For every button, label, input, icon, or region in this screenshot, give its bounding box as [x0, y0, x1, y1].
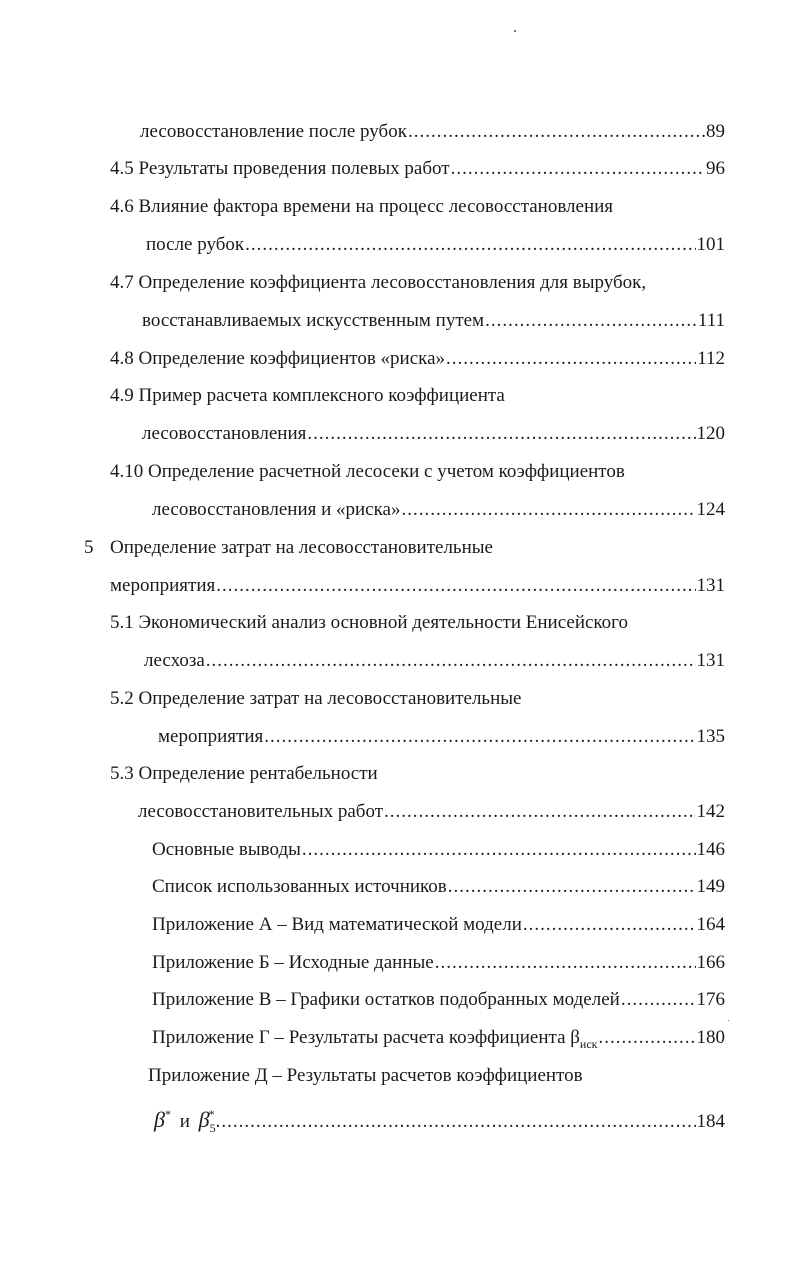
beta-symbol: β: [154, 1107, 165, 1132]
toc-leader-dots: [435, 949, 696, 977]
toc-entry-title: лесовосстановительных работ: [138, 801, 383, 822]
toc-entry: [152, 911, 725, 939]
toc-entry-title: 4.10 Определение расчетной лесосеки с учетом коэффициентов: [110, 461, 625, 482]
toc-entry-title: 4.7 Определение коэффициента лесовосстановления для вырубок,: [110, 272, 647, 293]
toc-page-number: 142: [696, 801, 725, 822]
toc-entry-title: лесовосстановление после рубок: [140, 121, 407, 142]
toc-leader-dots: [216, 1108, 696, 1136]
conjunction: и: [179, 1111, 190, 1132]
toc-page-number: 111: [697, 310, 725, 331]
toc-leader-dots: [523, 911, 696, 939]
toc-page-number: 96: [706, 158, 725, 179]
toc-entry: [152, 496, 725, 524]
scan-speck: [728, 1020, 729, 1021]
toc-entry-title-text: Приложение Г – Результаты расчета коэффициента β: [152, 1027, 580, 1048]
toc-entry: [144, 647, 725, 675]
toc-page-number: 149: [696, 876, 725, 897]
beta-subscript: иск: [579, 1037, 598, 1051]
toc-leader-dots: [216, 572, 695, 600]
toc-page-number: 146: [696, 839, 725, 860]
toc-leader-dots: [485, 307, 697, 335]
toc-page-number: 131: [696, 575, 725, 596]
toc-page-number: 101: [696, 234, 725, 255]
toc-entry: [152, 836, 725, 864]
toc-leader-dots: [448, 873, 696, 901]
toc-entry-title: 4.8 Определение коэффициентов «риска»: [110, 348, 446, 369]
toc-entry-title: лесхоза: [144, 650, 205, 671]
toc-entry: [152, 873, 725, 901]
toc-leader-dots: [384, 798, 696, 826]
chapter-number: 5: [84, 537, 94, 558]
toc-page-number: 120: [696, 423, 725, 444]
scan-speck: [514, 30, 516, 32]
toc-entry-title: восстанавливаемых искусственным путем: [142, 310, 485, 331]
toc-leader-dots: [245, 231, 695, 259]
toc-page-number: 131: [696, 650, 725, 671]
toc-entry: [152, 1024, 725, 1052]
toc-entry-title: лесовосстановления: [142, 423, 307, 444]
toc-entry: [110, 155, 725, 183]
beta-superscript: *: [208, 1107, 215, 1121]
toc-entry-title: 5.1 Экономический анализ основной деятельности Енисейского: [110, 612, 629, 633]
toc-leader-dots: [408, 118, 705, 146]
toc-entry-title: Приложение Д – Результаты расчетов коэффициентов: [148, 1065, 583, 1086]
toc-leader-dots: [599, 1024, 696, 1052]
toc-entry-formula: [154, 1100, 215, 1142]
toc-entry: [140, 118, 725, 146]
toc-entry-title: 4.6 Влияние фактора времени на процесс лесовосстановления: [110, 196, 614, 217]
toc-entry: [154, 1100, 725, 1135]
toc-entry: [142, 420, 725, 448]
toc-leader-dots: [302, 836, 696, 864]
toc-page-number: 166: [696, 952, 725, 973]
toc-page-number: 184: [696, 1111, 725, 1132]
beta-superscript: *: [164, 1107, 171, 1121]
toc-leader-dots: [451, 155, 705, 183]
toc-entry-title: после рубок: [146, 234, 245, 255]
toc-entry-title: 4.9 Пример расчета комплексного коэффициента: [110, 385, 505, 406]
toc-entry: [152, 949, 725, 977]
toc-leader-dots: [206, 647, 696, 675]
toc-page-number: 124: [696, 499, 725, 520]
toc-entry: [110, 572, 725, 600]
toc-leader-dots: [307, 420, 695, 448]
toc-entry-title: 5.2 Определение затрат на лесовосстановительные: [110, 688, 522, 709]
toc-entry-title: мероприятия: [110, 575, 216, 596]
toc-entry-title: 4.5 Результаты проведения полевых работ: [110, 158, 450, 179]
toc-entry-title: Основные выводы: [152, 839, 301, 860]
beta-subscript: 5: [209, 1121, 216, 1135]
toc-entry: [158, 723, 725, 751]
toc-page-number: 89: [706, 121, 725, 142]
toc-entry: [142, 307, 725, 335]
toc-entry-title: Приложение Б – Исходные данные: [152, 952, 434, 973]
toc-entry: [110, 345, 725, 373]
toc-entry-title: лесовосстановления и «риска»: [152, 499, 401, 520]
toc-page-number: 112: [697, 348, 725, 369]
toc-entry-title: [152, 1024, 598, 1058]
beta-symbol: β: [198, 1107, 210, 1132]
toc-leader-dots: [402, 496, 696, 524]
toc-page-number: 135: [696, 726, 725, 747]
toc-entry: [146, 231, 725, 259]
toc-entry-title: Приложение В – Графики остатков подобранных моделей: [152, 989, 620, 1010]
toc-entry-title: Список использованных источников: [152, 876, 447, 897]
toc-entry-title: мероприятия: [158, 726, 264, 747]
toc-entry-title: 5.3 Определение рентабельности: [110, 763, 378, 784]
toc-leader-dots: [446, 345, 696, 373]
toc-page-number: 176: [696, 989, 725, 1010]
toc-page-number: 164: [696, 914, 725, 935]
toc-entry-title: Определение затрат на лесовосстановительные: [110, 537, 493, 558]
toc-leader-dots: [621, 986, 696, 1014]
toc-entry: [152, 986, 725, 1014]
toc-page-number: 180: [696, 1027, 725, 1048]
toc-entry: [138, 798, 725, 826]
toc-entry-title: Приложение А – Вид математической модели: [152, 914, 522, 935]
toc-leader-dots: [264, 723, 695, 751]
